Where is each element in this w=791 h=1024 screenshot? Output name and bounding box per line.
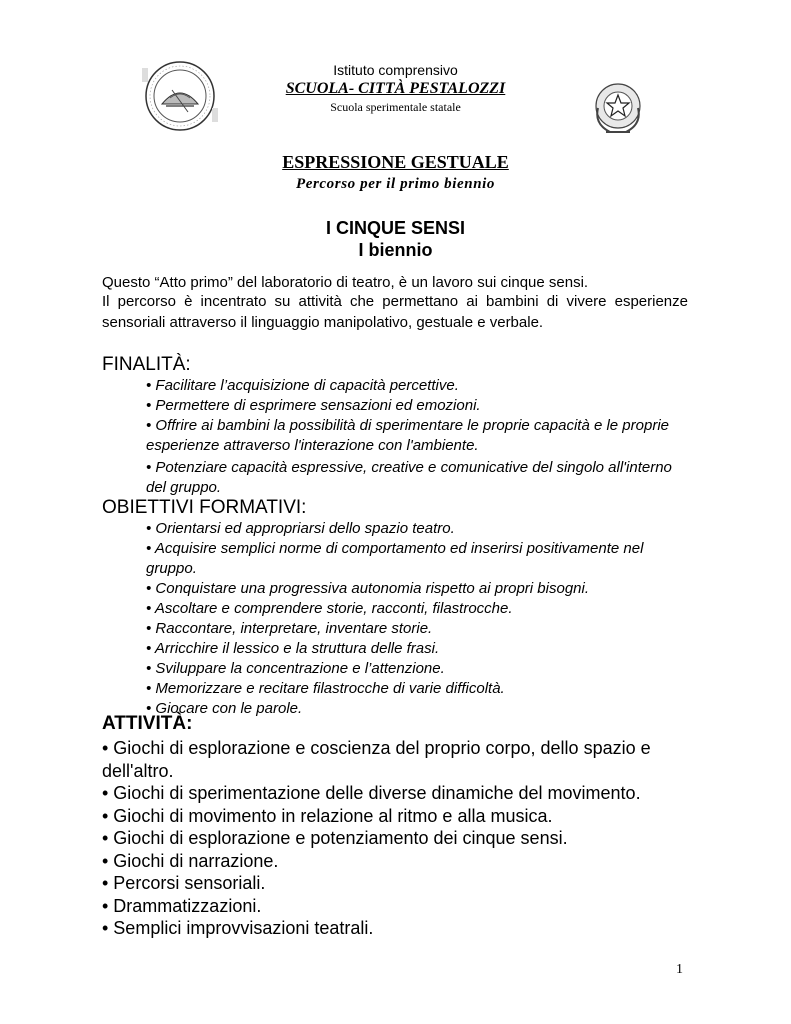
intro-line: Questo “Atto primo” del laboratorio di teatro, è un lavoro sui cinque sensi. <box>102 274 589 291</box>
document-subtitle: Percorso per il primo biennio <box>295 176 496 192</box>
section-heading: I CINQUE SENSI <box>325 218 466 238</box>
list-item: • Acquisire semplici norme di comportamento ed inserirsi positivamente nel gruppo. <box>146 540 644 577</box>
list-item: • Giochi di narrazione. <box>102 850 279 871</box>
document-title: ESPRESSIONE GESTUALE <box>282 152 509 172</box>
list-item: • Memorizzare e recitare filastrocche di varie difficoltà. <box>146 680 505 697</box>
list-item: • Raccontare, interpretare, inventare storie. <box>146 620 433 637</box>
school-type-label: Istituto comprensivo <box>333 62 458 78</box>
list-item: • Giocare con le parole. <box>146 700 303 717</box>
list-item: • Offrire ai bambini la possibilità di sperimentare le proprie capacità e le proprie esperienze attraverso l'interazione con l'ambiente. <box>146 417 670 454</box>
list-item: • Semplici improvvisazioni teatrali. <box>102 918 374 938</box>
attivita-heading: ATTIVITÀ: <box>102 713 193 734</box>
section-subheading: I biennio <box>358 240 433 260</box>
list-item: • Sviluppare la concentrazione e l’attenzione. <box>146 660 445 677</box>
list-item: • Drammatizzazioni. <box>102 895 262 916</box>
list-item: • Permettere di esprimere sensazioni ed emozioni. <box>146 397 481 414</box>
page-number: 1 <box>676 962 683 977</box>
obiettivi-heading: OBIETTIVI FORMATIVI: <box>102 497 307 518</box>
intro-paragraph: Il percorso è incentrato su attività che permettano ai bambini di vivere esperienze sensoriali attraverso il linguaggio manipolativo, gestuale e verbale. <box>102 293 688 331</box>
obiettivi-list <box>146 519 691 719</box>
attivita-list <box>102 737 702 940</box>
finalita-list <box>146 376 691 498</box>
list-item: • Potenziare capacità espressive, creative e comunicative del singolo all'interno del gruppo. <box>146 459 672 496</box>
list-item: • Ascoltare e comprendere storie, racconti, filastrocche. <box>146 600 513 617</box>
list-item: • Arricchire il lessico e la struttura delle frasi. <box>146 640 440 657</box>
list-item: • Giochi di sperimentazione delle diverse dinamiche del movimento. <box>102 783 641 803</box>
list-item: • Giochi di movimento in relazione al ritmo e alla musica. <box>102 805 553 826</box>
school-name: SCUOLA- CITTÀ PESTALOZZI <box>285 80 506 97</box>
list-item: • Giochi di esplorazione e potenziamento dei cinque sensi. <box>102 828 568 848</box>
list-item: • Facilitare l’acquisizione di capacità percettive. <box>146 377 459 394</box>
finalita-heading: FINALITÀ: <box>102 354 191 375</box>
list-item: • Conquistare una progressiva autonomia rispetto ai propri bisogni. <box>146 580 589 597</box>
list-item: • Orientarsi ed appropriarsi dello spazio teatro. <box>146 520 455 537</box>
list-item: • Percorsi sensoriali. <box>102 873 266 893</box>
school-subtitle: Scuola sperimentale statale <box>330 100 461 114</box>
list-item: • Giochi di esplorazione e coscienza del proprio corpo, dello spazio e dell'altro. <box>102 738 651 781</box>
